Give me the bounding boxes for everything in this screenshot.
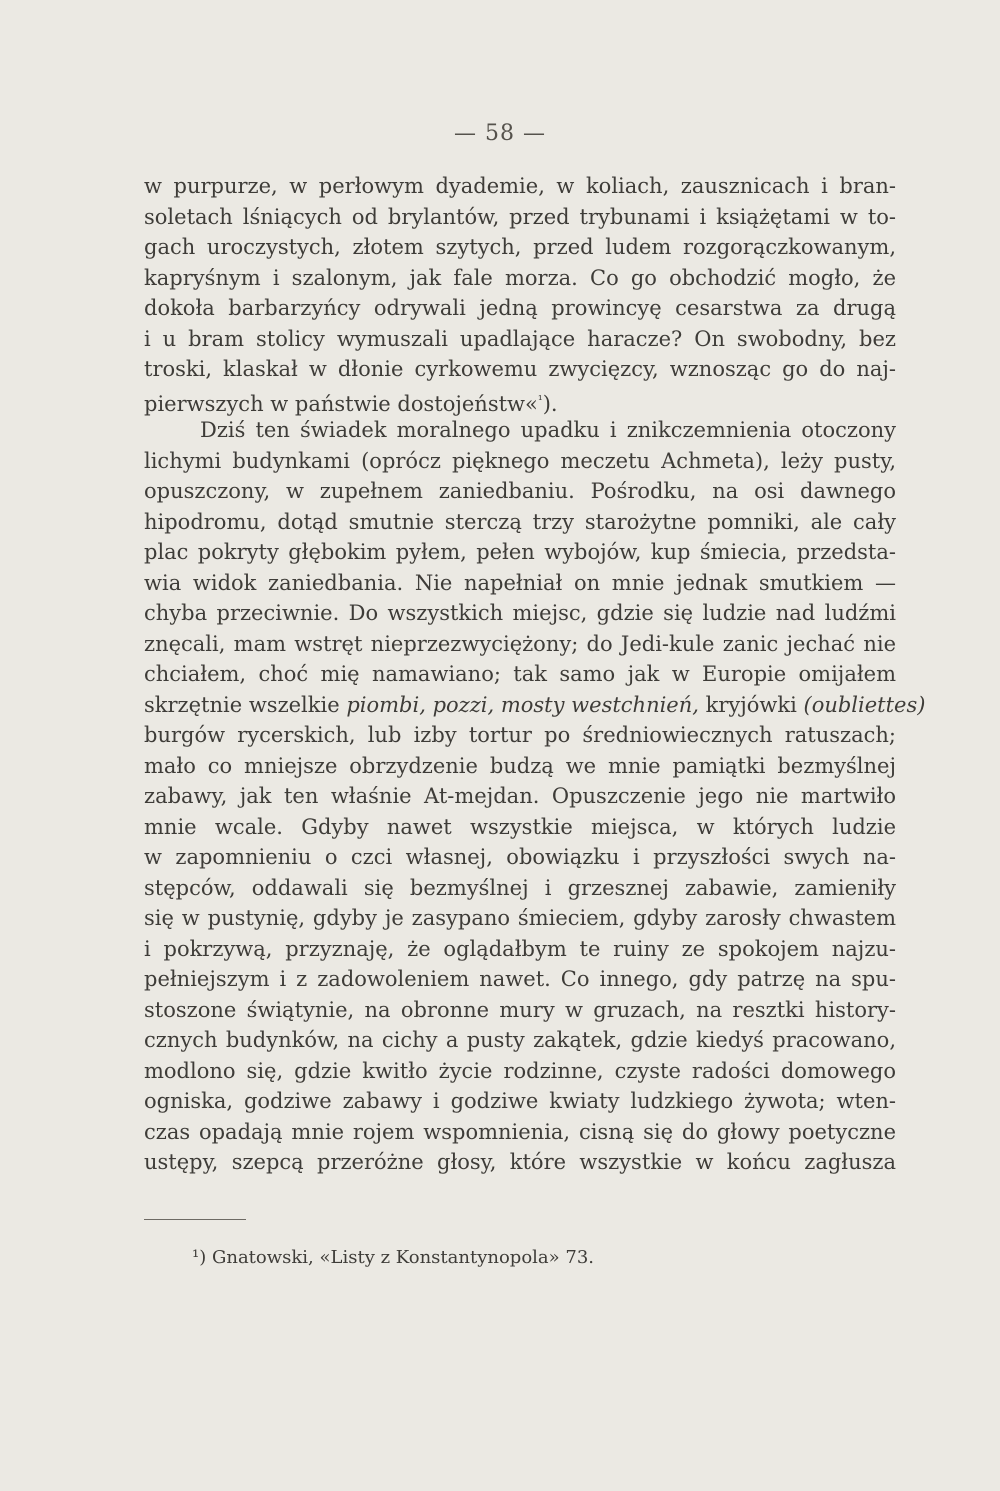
- text-line: lichymi budynkami (oprócz pięknego meczetu Achmeta), leży pusty,: [144, 448, 896, 473]
- text-line: w purpurze, w perłowym dyademie, w koliach, zausznicach i bran-: [144, 174, 896, 198]
- text-line: ustępy, szepcą przeróżne głosy, które wszystkie w końcu zagłusza: [144, 1150, 896, 1174]
- text-line: soletach lśniących od brylantów, przed trybunami i książętami w to-: [144, 204, 896, 229]
- text-line: modlono się, gdzie kwitło życie rodzinne, czyste radości domowego: [144, 1058, 896, 1083]
- text-line: mnie wcale. Gdyby nawet wszystkie miejsca, w których ludzie: [144, 814, 896, 839]
- footnote-divider: [144, 1219, 246, 1220]
- text-line-content: pierwszych w państwie dostojeństw«: [144, 391, 538, 416]
- italic-phrase: piombi, pozzi, mosty westchnień,: [346, 692, 699, 717]
- text-line-content: skrzętnie wszelkie: [144, 692, 340, 717]
- text-line: stoszone świątynie, na obronne mury w gruzach, na resztki history-: [144, 997, 896, 1022]
- text-line: cznych budynków, na cichy a pusty zakątek, gdzie kiedyś pracowano,: [144, 1028, 896, 1052]
- text-line: i pokrzywą, przyznaję, że oglądałbym te ruiny ze spokojem najzu-: [144, 936, 896, 961]
- footnote-marker: ¹): [192, 1247, 207, 1268]
- text-line: opuszczony, w zupełnem zaniedbaniu. Pośrodku, na osi dawnego: [144, 479, 896, 503]
- text-line: kapryśnym i szalonym, jak fale morza. Co go obchodzić mogło, że: [144, 265, 896, 290]
- paragraph-first-line: Dziś ten świadek moralnego upadku i znikczemnienia otoczony: [200, 418, 896, 442]
- text-line: stępców, oddawali się bezmyślnej i grzesznej zabawie, zamieniły: [144, 875, 896, 900]
- text-line: plac pokryty głębokim pyłem, pełen wybojów, kup śmiecia, przedsta-: [144, 540, 896, 564]
- text-line: i u bram stolicy wymuszali upadlające haracze? On swobodny, bez: [144, 326, 896, 351]
- text-line: dokoła barbarzyńcy odrywali jedną prowincyę cesarstwa za drugą: [144, 296, 896, 320]
- text-line: się w pustynię, gdyby je zasypano śmieciem, gdyby zarosły chwastem: [144, 906, 896, 930]
- text-line: chciałem, choć mię namawiano; tak samo jak w Europie omijałem: [144, 662, 896, 686]
- text-line: gach uroczystych, złotem szytych, przed ludem rozgorączkowanym,: [144, 235, 896, 259]
- footnote-text: Gnatowski, «Listy z Konstantynopola» 73.: [206, 1247, 595, 1268]
- text-line: w zapomnieniu o czci własnej, obowiązku i przyszłości swych na-: [144, 845, 896, 869]
- text-line-with-footnote-ref: [144, 385, 896, 416]
- text-line: chyba przeciwnie. Do wszystkich miejsc, gdzie się ludzie nad ludźmi: [144, 601, 896, 625]
- text-line: zabawy, jak ten właśnie At-mejdan. Opuszczenie jego nie martwiło: [144, 784, 896, 808]
- footnote: [192, 1246, 594, 1270]
- body-text: [144, 171, 926, 1178]
- text-line-tail: ).: [542, 391, 558, 416]
- text-line: znęcali, mam wstręt nieprzezwyciężony; do Jedi-kule zanic jechać nie: [144, 631, 896, 656]
- text-line: ogniska, godziwe zabawy i godziwe kwiaty ludzkiego żywota; wten-: [144, 1089, 896, 1113]
- footnote-reference: ¹: [537, 392, 543, 407]
- text-line-middle: kryjówki: [698, 692, 804, 717]
- text-line: troski, klaskał w dłonie cyrkowemu zwycięzcy, wznosząc go do naj-: [144, 357, 896, 381]
- text-line-with-italics: [144, 690, 926, 721]
- text-line: wia widok zaniedbania. Nie napełniał on mnie jednak smutkiem —: [144, 570, 896, 595]
- italic-phrase: (oubliettes): [803, 692, 926, 717]
- page-number: — 58 —: [454, 121, 546, 146]
- text-line: mało co mniejsze obrzydzenie budzą we mnie pamiątki bezmyślnej: [144, 753, 896, 778]
- text-line: burgów rycerskich, lub izby tortur po średniowiecznych ratuszach;: [144, 723, 896, 747]
- text-line: pełniejszym i z zadowoleniem nawet. Co innego, gdy patrzę na spu-: [144, 967, 896, 991]
- text-line: hipodromu, dotąd smutnie sterczą trzy starożytne pomniki, ale cały: [144, 509, 896, 534]
- text-line: czas opadają mnie rojem wspomnienia, cisną się do głowy poetyczne: [144, 1119, 896, 1144]
